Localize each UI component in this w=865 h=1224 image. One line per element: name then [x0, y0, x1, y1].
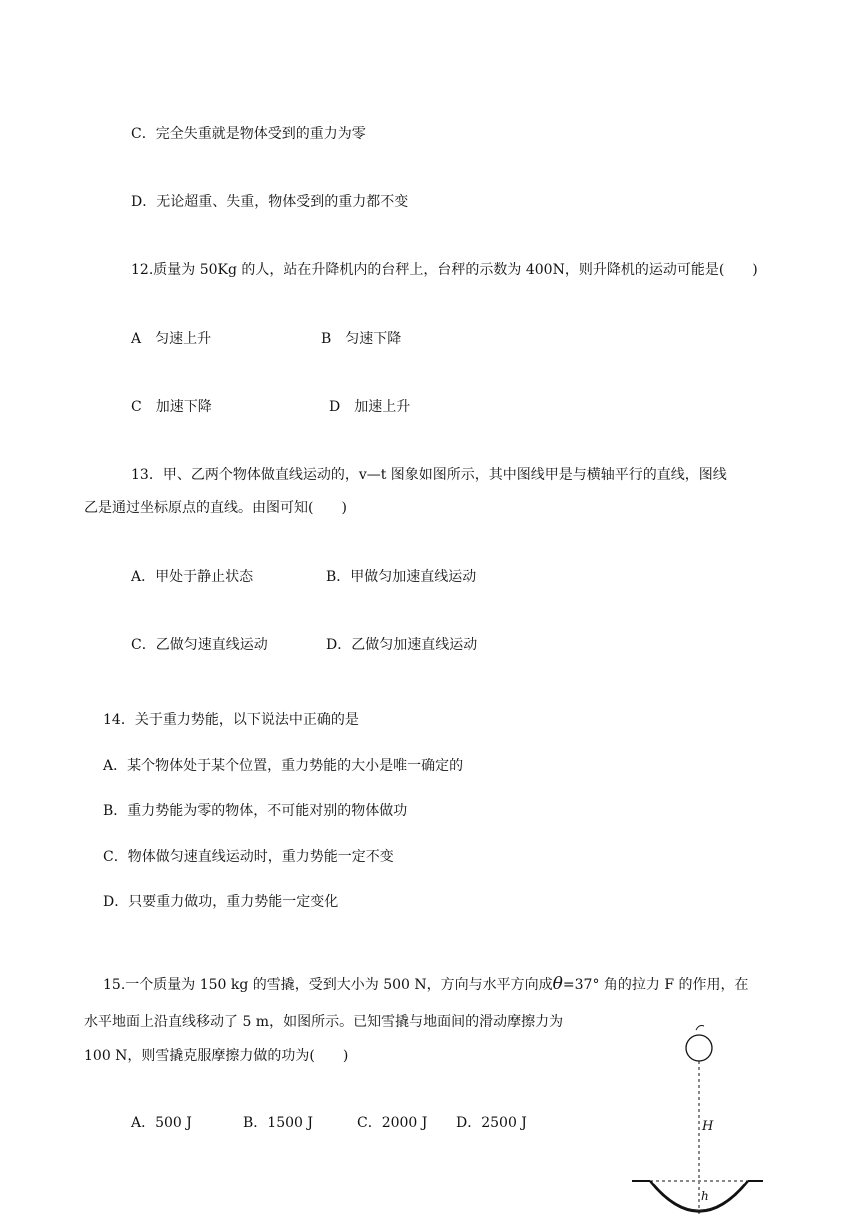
q15-stem-line1: [103, 974, 749, 995]
ball-drop-figure: [620, 1020, 770, 1224]
q13-stem-line1: 13．甲、乙两个物体做直线运动的，v—t 图象如图所示，其中图线甲是与横轴平行的直线，图线: [131, 467, 727, 483]
q13-option-d: D．乙做匀加速直线运动: [326, 637, 478, 653]
q13-stem-line2: 乙是通过坐标原点的直线。由图可知( ): [84, 500, 347, 516]
q12-option-a: A 匀速上升: [131, 331, 212, 347]
q15-stem-line2: 水平地面上沿直线移动了 5 m，如图所示。已知雪撬与地面间的滑动摩擦力为: [84, 1014, 564, 1030]
q15-stem-post: =37° 角的拉力 F 的作用，在: [562, 977, 749, 993]
q12-option-b: B 匀速下降: [321, 331, 402, 347]
q13-option-b: B．甲做匀加速直线运动: [326, 569, 477, 585]
q14-stem: 14．关于重力势能，以下说法中正确的是: [103, 712, 359, 728]
q15-option-d: D．2500 J: [456, 1115, 527, 1131]
q15-option-c: C．2000 J: [357, 1115, 428, 1131]
q12-option-c: C 加速下降: [131, 399, 212, 415]
q13-option-c: C．乙做匀速直线运动: [131, 637, 268, 653]
q11-option-d: D．无论超重、失重，物体受到的重力都不变: [131, 194, 409, 210]
label-h: h: [701, 1189, 709, 1203]
q14-option-d: D．只要重力做功，重力势能一定变化: [103, 894, 339, 910]
q14-option-c: C．物体做匀速直线运动时，重力势能一定不变: [103, 849, 394, 865]
q12-stem: 12.质量为 50Kg 的人，站在升降机内的台秤上，台秤的示数为 400N，则升降机的运动可能是( ): [131, 262, 758, 278]
q15-stem-line3: 100 N，则雪撬克服摩擦力做的功为( ): [84, 1048, 349, 1064]
q15-option-a: A．500 J: [131, 1115, 192, 1131]
q14-option-a: A．某个物体处于某个位置，重力势能的大小是唯一确定的: [103, 758, 464, 774]
q15-stem-pre: 15.一个质量为 150 kg 的雪撬，受到大小为 500 N，方向与水平方向成: [103, 977, 553, 993]
q11-option-c: C．完全失重就是物体受到的重力为零: [131, 126, 366, 142]
q12-option-d: D 加速上升: [329, 399, 411, 415]
ball-hook-icon: [696, 1026, 704, 1031]
theta-symbol: θ: [552, 974, 563, 994]
label-H: H: [702, 1119, 714, 1134]
ball-icon: [686, 1035, 712, 1061]
q13-option-a: A．甲处于静止状态: [131, 569, 254, 585]
q14-option-b: B．重力势能为零的物体，不可能对别的物体做功: [103, 803, 408, 819]
q15-option-b: B．1500 J: [243, 1115, 313, 1131]
